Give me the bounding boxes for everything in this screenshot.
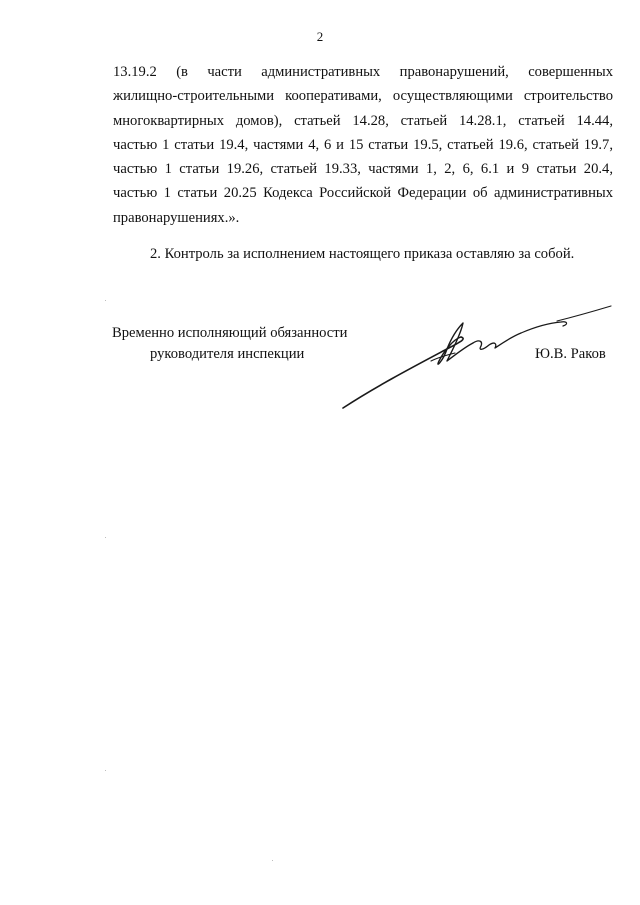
paragraph-line: частью 1 статьи 19.26, статьей 19.33, частями 1, 2, 6, 6.1 и 9 статьи 20.4, (113, 161, 613, 178)
signatory-position-line2: руководителя инспекции (150, 346, 305, 362)
paragraph-line: частью 1 статьи 19.4, частями 4, 6 и 15 статьи 19.5, статьей 19.6, статьей 19.7, (113, 136, 613, 153)
page-number: 2 (316, 29, 324, 44)
document-body (113, 60, 613, 230)
handwritten-signature (335, 295, 620, 415)
paragraph-line: частью 1 статьи 20.25 Кодекса Российской Федерации об административных (113, 185, 613, 202)
paragraph-line: правонарушениях.». (113, 209, 240, 226)
paragraph-line: 13.19.2 (в части административных правонарушений, совершенных (113, 64, 613, 80)
paragraph-continuation (113, 60, 613, 230)
paragraph-line: жилищно-строительными кооперативами, осуществляющими строительство (113, 88, 613, 105)
paragraph-line: многоквартирных домов), статьей 14.28, статьей 14.28.1, статьей 14.44, (113, 112, 613, 129)
signatory-position-line1: Временно исполняющий обязанности (112, 325, 348, 341)
paragraph-control-clause: 2. Контроль за исполнением настоящего приказа оставляю за собой. (150, 246, 575, 262)
scan-speck (105, 770, 106, 771)
scan-speck (105, 300, 106, 301)
signatory-name: Ю.В. Раков (535, 346, 606, 362)
scan-speck (105, 537, 106, 538)
scan-speck (272, 860, 273, 861)
